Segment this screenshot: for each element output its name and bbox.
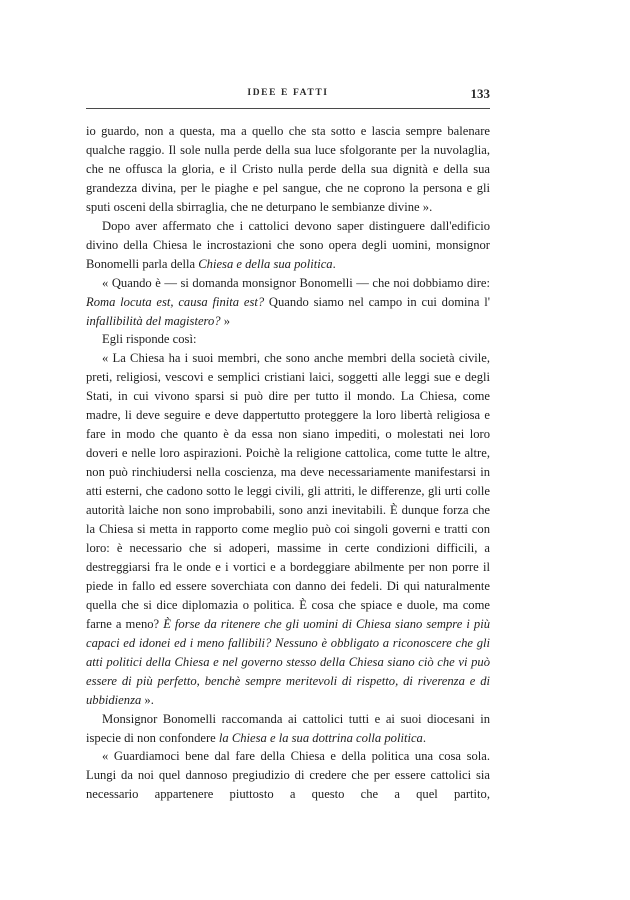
paragraph-text: Monsignor Bonomelli raccomanda ai cattolici tutti e ai suoi diocesani in ispecie di non confondere: [86, 711, 490, 745]
paragraph-continuation: [86, 122, 490, 217]
paragraph-question: [86, 274, 490, 331]
header-rule: [86, 108, 490, 109]
italic-phrase: infallibilità del magistero?: [86, 313, 221, 328]
paragraph-quotation: [86, 349, 490, 709]
paragraph-text: Quando siamo nel campo in cui domina l': [264, 294, 490, 309]
paragraph-text: .: [422, 730, 426, 745]
paragraph-answer-intro: [86, 330, 490, 349]
paragraph-text: io guardo, non a questa, ma a quello che sta sotto e lascia sempre balenare qualche raggio. Il sole nulla perde della sua luce sfolgorante per la nuvolaglia, che ne offusca la gloria, e il Cristo nulla perde della sua dignità e della sua grandezza divina, per le piaghe e pel sangue, che ne coprono la persona e gli sputi osceni della sbirraglia, che ne deturpano le sembianze divine ».: [86, 124, 490, 214]
body-text: [86, 122, 490, 804]
paragraph-text: .: [332, 256, 336, 271]
paragraph-text: Dopo aver affermato che i cattolici devono saper distinguere dall'edificio divino della Chiesa le incrostazioni che sono opera degli uomini, monsignor Bonomelli parla della: [86, 218, 490, 271]
paragraph-text: ».: [141, 692, 154, 707]
italic-phrase: Chiesa e della sua politica: [198, 256, 333, 271]
paragraph-bonomelli-intro: [86, 217, 490, 274]
paragraph-closing: [86, 747, 490, 804]
italic-passage: È forse da ritenere che gli uomini di Chiesa siano sempre i più capaci ed idonei ed i meno fallibili? Nessuno è obbligato a riconoscere che gli atti politici della Chiesa e nel governo stesso della Chiesa siano ciò che vi può essere di più perfetto, benchè sempre meritevoli di rispetto, di riverenza e di ubbidienza: [86, 616, 490, 707]
running-title: IDEE E FATTI: [247, 88, 329, 98]
page-number: 133: [470, 86, 490, 101]
paragraph-text: Egli risponde così:: [102, 332, 197, 347]
running-head: [86, 86, 490, 108]
italic-phrase: Roma locuta est, causa finita est?: [86, 294, 265, 309]
paragraph-text: »: [220, 313, 231, 328]
paragraph-text: « Quando è — si domanda monsignor Bonomelli — che noi dobbiamo dire:: [102, 275, 490, 290]
paragraph-text: « La Chiesa ha i suoi membri, che sono anche membri della società civile, preti, religiosi, vescovi e semplici cristiani laici, soggetti alle leggi sue e degli Stati, in cui vivono sparsi si può dire per tutto il mondo. La Chiesa, come madre, li deve seguire e deve dappertutto proteggere la loro libertà religiosa e fare in modo che quanto è da essa non siano impediti, o molestati nei loro doveri e nelle loro aspirazioni. Poichè la religione cattolica, come tutte le altre, non può rinchiudersi nella coscienza, ma deve necessariamente manifestarsi in atti esterni, che cadono sotto le leggi civili, gli attriti, le differenze, gli urti colle autorità laiche non sono improbabili, sono anzi inevitabili. È dunque forza che la Chiesa si metta in rapporto come meglio può coi singoli governi e tratti con loro: è necessario che si adoperi, massime in certe condizioni difficili, a destreggiarsi fra le onde e i vortici e a bordeggiare abilmente per non porre il piede in fallo ed essere soverchiata con danno dei fedeli. Di qui naturalmente quella che si dice diplomazia o politica. È cosa che spiace e duole, ma come farne a meno?: [86, 351, 490, 631]
italic-phrase: la Chiesa e la sua dottrina colla politica: [218, 730, 423, 745]
paragraph-recommendation: [86, 710, 490, 748]
paragraph-text: « Guardiamoci bene dal fare della Chiesa e della politica una cosa sola. Lungi da noi quel dannoso pregiudizio di credere che per essere cattolici sia necessario appartenere piuttosto a questo che a quel partito,: [86, 749, 490, 802]
